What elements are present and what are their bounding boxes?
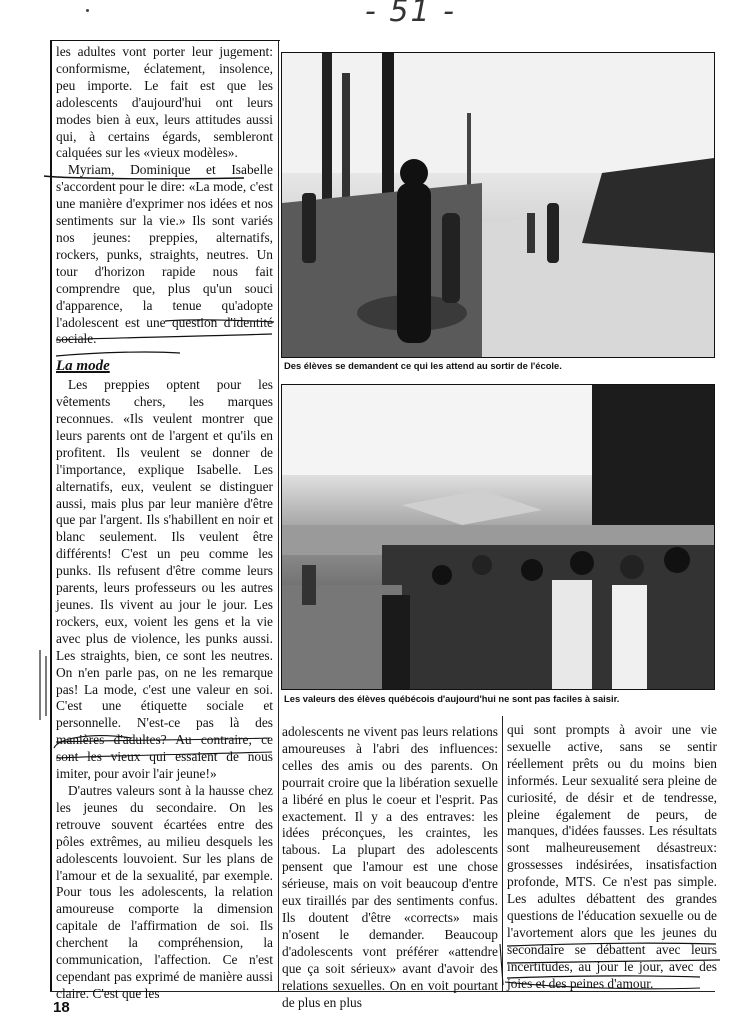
- page-folio: 18: [53, 999, 70, 1016]
- paragraph: D'autres valeurs sont à la hausse chez les jeunes du secondaire. On les retrouve souvent écartées entre des pôles extrêmes, au milieu desquels les adolescents louvoient. Sur les plans de l'amour et de la sexualité, par exemple. Pour tous les adolescents, la relation amoureuse comporte la dimension capitale de l'affirmation de soi. Ils cherchent la compréhension, la communication, l'affection. Ce n'est cependant pas exprimé de manière aussi claire. C'est que les: [56, 782, 273, 1001]
- column-rule-2: [502, 716, 503, 991]
- photo-students-leaving-school: [281, 52, 715, 358]
- article-column-2: [282, 724, 498, 1011]
- handwritten-page-number: - 51 -: [365, 0, 456, 29]
- photo-students-crowd: [281, 384, 715, 690]
- column-rule-1: [278, 40, 279, 991]
- ink-dot: [86, 9, 89, 12]
- paragraph: adolescents ne vivent pas leurs relations amoureuses à l'abri des influences: celles des amis ou des parents. On pourrait croire que la libération sexuelle a libéré en plus le coeur et l'esprit. Pas exactement. Il y a des entraves: les idées préconçues, les craintes, les tabous. La plupart des adolescents pensent que l'amour est une chose sérieuse, mais on voit beaucoup d'entre eux tiraillés par des sentiments confus. Ils doutent d'être «corrects» mais n'osent le demander. Beaucoup d'adolescents vont préférer «attendre que ça soit sérieux» avant d'avoir des relations sexuelles. On en voit pourtant de plus en plus: [282, 724, 498, 1010]
- section-heading: La mode: [56, 358, 110, 375]
- article-column-1: [56, 44, 273, 1003]
- left-border-rule: [50, 40, 52, 992]
- top-border-rule: [50, 40, 280, 41]
- paragraph: qui sont prompts à avoir une vie sexuelle active, sans se sentir réellement prêts ou du moins bien informés. Leur sexualité sera pleine de curiosité, de désir et de tendresse, pleine également de peurs, de manques, d'idées fausses. Les résultats sont malheureusement désastreux: grossesses indésirées, insatisfaction profonde, MTS. Ce n'est pas simple. Les adultes débattent des grandes questions de l'éducation sexuelle ou de l'avortement alors que les jeunes du secondaire se débattent avec leurs incertitudes, au jour le jour, avec des joies et des peines d'amour.: [507, 722, 717, 991]
- paragraph: Myriam, Dominique et Isabelle s'accordent pour le dire: «La mode, c'est une manière d'exprimer nos idées et nos sentiments sur la vie.» Ils sont variés nos jeunes: preppies, alternatifs, rockers, punks, straights, neutres. Un tour d'horizon rapide nous fait comprendre que, plus qu'un souci d'apparence, la tenue qu'adopte l'adolescent est une question d'identité sociale.: [56, 162, 273, 347]
- article-column-3: [507, 722, 717, 993]
- photo-caption: Des élèves se demandent ce qui les attend au sortir de l'école.: [284, 360, 562, 371]
- paragraph: les adultes vont porter leur jugement: conformisme, éclatement, insolence, peu importe. Le fait est que les adolescents d'aujourd'hui ont leurs modes bien à eux, leurs attitudes aussi qui, à certains égards, sembleront calquées sur les «vieux modèles».: [56, 44, 273, 161]
- photo-caption: Les valeurs des élèves québécois d'aujourd'hui ne sont pas faciles à saisir.: [284, 693, 620, 704]
- paragraph: Les preppies optent pour les vêtements chers, les marques reconnues. «Ils veulent montrer que leurs parents ont de l'argent et qu'ils en profitent. Ils veulent se donner de l'importance, explique Isabelle. Les alternatifs, eux, veulent se distinguer aussi, mais plus par leur manière d'être que par l'argent. Ils s'habillent en noir et blanc seulement. Ils veulent être différents! C'est un peu comme les punks. Ils refusent d'être comme leurs parents, leurs professeurs ou les autres jeunes. Ils vivent au jour le jour. Les rockers, eux, voient les gens et la vie avec plus de violence, les punks aussi. Les straights, bien, ce sont les neutres. On n'en parle pas, on ne les remarque pas! La mode, c'est une valeur en soi. C'est une étiquette sociale et personnelle. N'est-ce pas là des manières d'adultes? Au contraire, ce sont les vieux qui essaient de nous imiter, pour avoir l'air jeune!»: [56, 377, 273, 782]
